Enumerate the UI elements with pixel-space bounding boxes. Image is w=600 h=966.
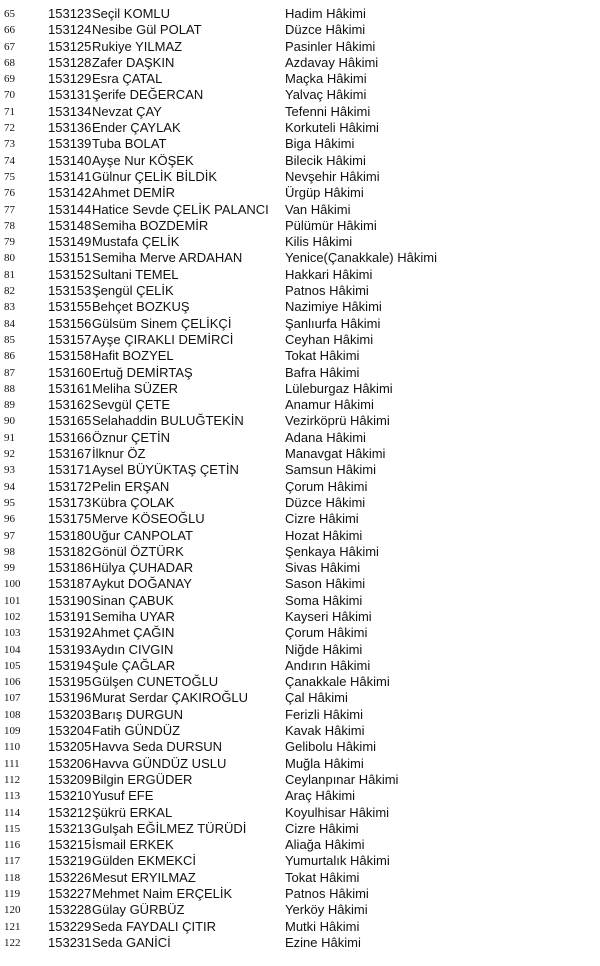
registry-code: 153125 [48,38,92,54]
assigned-post: Çanakkale Hâkimi [285,674,390,690]
row-number: 89 [4,399,15,412]
row-number: 91 [4,431,15,444]
person-name: Seda FAYDALI ÇITIR [92,918,217,934]
assigned-post: Düzce Hâkimi [285,22,366,38]
list-item [0,381,600,397]
assigned-post: Şenkaya Hâkimi [285,543,379,559]
registry-code: 153215 [48,837,92,853]
assigned-post: Tokat Hâkimi [285,348,360,364]
registry-code: 153149 [48,234,92,250]
assigned-post: Anamur Hâkimi [285,397,374,413]
person-name: Aydın CIVGIN [92,641,174,657]
registry-code: 153153 [48,283,92,299]
assigned-post: Çal Hâkimi [285,690,348,706]
person-name: Havva Seda DURSUN [92,739,223,755]
list-item [0,739,600,755]
registry-code: 153205 [48,739,92,755]
person-name: Selahaddin BULUĞTEKİN [92,413,244,429]
list-item [0,446,600,462]
registry-code: 153152 [48,266,92,282]
row-number: 121 [4,920,21,933]
person-name: Semiha BOZDEMİR [92,217,209,233]
list-item [0,919,600,935]
person-name: Şule ÇAĞLAR [92,657,176,673]
person-name: Meliha SÜZER [92,380,178,396]
list-item [0,544,600,560]
row-number: 102 [4,610,21,623]
registry-code: 153160 [48,364,92,380]
row-number: 80 [4,252,15,265]
list-item [0,104,600,120]
person-name: Rukiye YILMAZ [92,38,183,54]
registry-code: 153226 [48,869,92,885]
row-number: 66 [4,24,15,37]
registry-code: 153158 [48,348,92,364]
registry-code: 153204 [48,723,92,739]
person-name: Mesut ERYILMAZ [92,869,196,885]
registry-code: 153136 [48,120,92,136]
registry-code: 153131 [48,87,92,103]
row-number: 122 [4,936,21,949]
appointment-list [0,6,600,951]
person-name: Ahmet DEMİR [92,185,176,201]
list-item [0,153,600,169]
list-item [0,772,600,788]
row-number: 99 [4,562,15,575]
assigned-post: Hadim Hâkimi [285,6,366,21]
person-name: Barış DURGUN [92,706,184,722]
list-item [0,886,600,902]
row-number: 76 [4,187,15,200]
assigned-post: Nazimiye Hâkimi [285,299,382,315]
row-number: 82 [4,285,15,298]
assigned-post: Soma Hâkimi [285,592,363,608]
row-number: 115 [4,822,21,835]
person-name: Ender ÇAYLAK [92,120,181,136]
list-item [0,511,600,527]
person-name: Ayşe ÇIRAKLI DEMİRCİ [92,331,234,347]
assigned-post: Çorum Hâkimi [285,478,368,494]
registry-code: 153151 [48,250,92,266]
list-item [0,642,600,658]
registry-code: 153161 [48,380,92,396]
person-name: Behçet BOZKUŞ [92,299,190,315]
registry-code: 153212 [48,804,92,820]
list-item [0,39,600,55]
assigned-post: Hozat Hâkimi [285,527,363,543]
list-item [0,413,600,429]
registry-code: 153123 [48,6,92,21]
row-number: 119 [4,888,21,901]
row-number: 68 [4,56,15,69]
list-item [0,462,600,478]
assigned-post: Tefenni Hâkimi [285,103,371,119]
row-number: 114 [4,806,21,819]
registry-code: 153171 [48,462,92,478]
list-item [0,348,600,364]
assigned-post: Hakkari Hâkimi [285,266,373,282]
row-number: 65 [4,8,15,20]
list-item [0,756,600,772]
row-number: 107 [4,692,21,705]
row-number: 70 [4,89,15,102]
assigned-post: Azdavay Hâkimi [285,54,379,70]
list-item [0,332,600,348]
assigned-post: Ceylanpınar Hâkimi [285,771,399,787]
person-name: Şengül ÇELİK [92,283,174,299]
person-name: Gülsüm Sinem ÇELİKÇİ [92,315,232,331]
row-number: 97 [4,529,15,542]
person-name: Kübra ÇOLAK [92,494,175,510]
list-item [0,870,600,886]
list-item [0,593,600,609]
row-number: 79 [4,236,15,249]
person-name: Murat Serdar ÇAKIROĞLU [92,690,249,706]
list-item [0,528,600,544]
row-number: 69 [4,73,15,86]
row-number: 108 [4,708,21,721]
registry-code: 153195 [48,674,92,690]
row-number: 117 [4,855,21,868]
registry-code: 153227 [48,886,92,902]
assigned-post: Gelibolu Hâkimi [285,739,377,755]
row-number: 84 [4,317,15,330]
registry-code: 153190 [48,592,92,608]
row-number: 120 [4,904,21,917]
list-item [0,837,600,853]
assigned-post: Samsun Hâkimi [285,462,377,478]
registry-code: 153139 [48,136,92,152]
row-number: 110 [4,741,21,754]
list-item [0,185,600,201]
person-name: Semiha Merve ARDAHAN [92,250,243,266]
list-item [0,202,600,218]
person-name: Sinan ÇABUK [92,592,174,608]
row-number: 86 [4,350,15,363]
person-name: Sultani TEMEL [92,266,179,282]
list-item [0,6,600,22]
registry-code: 153194 [48,657,92,673]
row-number: 71 [4,105,15,118]
assigned-post: Patnos Hâkimi [285,283,369,299]
registry-code: 153192 [48,625,92,641]
assigned-post: Andırın Hâkimi [285,657,371,673]
registry-code: 153142 [48,185,92,201]
person-name: Gönül ÖZTÜRK [92,543,184,559]
registry-code: 153144 [48,201,92,217]
assigned-post: Adana Hâkimi [285,429,366,445]
person-name: Seçil KOMLU [92,6,171,21]
assigned-post: Van Hâkimi [285,201,351,217]
registry-code: 153148 [48,217,92,233]
person-name: Tuba BOLAT [92,136,167,152]
list-item [0,316,600,332]
assigned-post: Mutki Hâkimi [285,918,360,934]
assigned-post: Nevşehir Hâkimi [285,168,380,184]
row-number: 113 [4,790,21,803]
person-name: Uğur CANPOLAT [92,527,193,543]
row-number: 72 [4,122,15,135]
row-number: 93 [4,464,15,477]
row-number: 92 [4,448,15,461]
person-name: Sevgül ÇETE [92,397,171,413]
row-number: 118 [4,871,21,884]
person-name: Mehmet Naim ERÇELİK [92,886,233,902]
person-name: Merve KÖSEOĞLU [92,511,205,527]
list-item [0,723,600,739]
assigned-post: Maçka Hâkimi [285,71,367,87]
person-name: Esra ÇATAL [92,71,163,87]
person-name: Şerife DEĞERCAN [92,87,204,103]
assigned-post: Şanlıurfa Hâkimi [285,315,381,331]
assigned-post: Vezirköprü Hâkimi [285,413,390,429]
assigned-post: Kavak Hâkimi [285,723,365,739]
registry-code: 153141 [48,168,92,184]
row-number: 111 [4,757,20,770]
person-name: Gülnur ÇELİK BİLDİK [92,168,217,184]
person-name: Aykut DOĞANAY [92,576,192,592]
assigned-post: Yenice(Çanakkale) Hâkimi [285,250,437,266]
assigned-post: Manavgat Hâkimi [285,446,386,462]
list-item [0,935,600,951]
list-item [0,560,600,576]
assigned-post: Muğla Hâkimi [285,755,364,771]
assigned-post: Tokat Hâkimi [285,869,360,885]
assigned-post: Araç Hâkimi [285,788,356,804]
list-item [0,71,600,87]
assigned-post: Kayseri Hâkimi [285,608,372,624]
row-number: 81 [4,268,15,281]
assigned-post: Lüleburgaz Hâkimi [285,380,393,396]
row-number: 105 [4,659,21,672]
registry-code: 153162 [48,397,92,413]
row-number: 100 [4,578,21,591]
person-name: Havva GÜNDÜZ USLU [92,755,227,771]
assigned-post: Patnos Hâkimi [285,886,369,902]
row-number: 94 [4,480,15,493]
assigned-post: Düzce Hâkimi [285,494,366,510]
row-number: 77 [4,203,15,216]
list-item [0,250,600,266]
list-item [0,87,600,103]
row-number: 73 [4,138,15,151]
registry-code: 153209 [48,771,92,787]
registry-code: 153173 [48,494,92,510]
registry-code: 153155 [48,299,92,315]
list-item [0,234,600,250]
registry-code: 153229 [48,918,92,934]
assigned-post: Cizre Hâkimi [285,820,359,836]
list-item [0,218,600,234]
list-item [0,853,600,869]
assigned-post: Kilis Hâkimi [285,234,353,250]
registry-code: 153191 [48,608,92,624]
person-name: Hatice Sevde ÇELİK PALANCI [92,201,269,217]
row-number: 106 [4,676,21,689]
assigned-post: Ürgüp Hâkimi [285,185,364,201]
assigned-post: Yumurtalık Hâkimi [285,853,390,869]
person-name: Seda GANİCİ [92,934,171,950]
person-name: Öznur ÇETİN [92,429,171,445]
registry-code: 153231 [48,934,92,950]
person-name: Zafer DAŞKIN [92,54,175,70]
assigned-post: Yerköy Hâkimi [285,902,368,918]
registry-code: 153124 [48,22,92,38]
person-name: Bilgin ERGÜDER [92,771,193,787]
assigned-post: Koyulhisar Hâkimi [285,804,390,820]
list-item [0,430,600,446]
list-item [0,902,600,918]
registry-code: 153140 [48,152,92,168]
row-number: 101 [4,594,21,607]
registry-code: 153157 [48,331,92,347]
list-item [0,576,600,592]
list-item [0,658,600,674]
assigned-post: Korkuteli Hâkimi [285,120,379,136]
assigned-post: Cizre Hâkimi [285,511,359,527]
registry-code: 153180 [48,527,92,543]
person-name: Şükrü ERKAL [92,804,173,820]
person-name: Hafit BOZYEL [92,348,174,364]
person-name: Semiha UYAR [92,608,175,624]
row-number: 90 [4,415,15,428]
registry-code: 153172 [48,478,92,494]
assigned-post: Pasinler Hâkimi [285,38,376,54]
assigned-post: Ezine Hâkimi [285,934,361,950]
registry-code: 153203 [48,706,92,722]
list-item [0,283,600,299]
list-item [0,821,600,837]
list-item [0,788,600,804]
row-number: 83 [4,301,15,314]
person-name: Nesibe Gül POLAT [92,22,202,38]
list-item [0,495,600,511]
row-number: 85 [4,333,15,346]
registry-code: 153219 [48,853,92,869]
registry-code: 153156 [48,315,92,331]
registry-code: 153228 [48,902,92,918]
list-item [0,690,600,706]
list-item [0,136,600,152]
list-item [0,55,600,71]
assigned-post: Sason Hâkimi [285,576,366,592]
list-item [0,479,600,495]
person-name: Pelin ERŞAN [92,478,170,494]
list-item [0,609,600,625]
list-item [0,120,600,136]
registry-code: 153193 [48,641,92,657]
assigned-post: Çorum Hâkimi [285,625,368,641]
assigned-post: Ferizli Hâkimi [285,706,363,722]
row-number: 78 [4,219,15,232]
row-number: 67 [4,40,15,53]
assigned-post: Bafra Hâkimi [285,364,360,380]
assigned-post: Yalvaç Hâkimi [285,87,367,103]
registry-code: 153186 [48,560,92,576]
assigned-post: Biga Hâkimi [285,136,355,152]
row-number: 109 [4,725,21,738]
registry-code: 153206 [48,755,92,771]
registry-code: 153182 [48,543,92,559]
row-number: 87 [4,366,15,379]
assigned-post: Pülümür Hâkimi [285,217,377,233]
list-item [0,365,600,381]
person-name: Gulşah EĞİLMEZ TÜRÜDİ [92,820,247,836]
list-item [0,397,600,413]
list-item [0,625,600,641]
registry-code: 153167 [48,446,92,462]
assigned-post: Ceyhan Hâkimi [285,331,374,347]
registry-code: 153213 [48,820,92,836]
row-number: 74 [4,154,15,167]
registry-code: 153128 [48,54,92,70]
row-number: 88 [4,382,15,395]
list-item [0,22,600,38]
assigned-post: Sivas Hâkimi [285,560,361,576]
person-name: Ayşe Nur KÖŞEK [92,152,194,168]
registry-code: 153175 [48,511,92,527]
row-number: 95 [4,496,15,509]
person-name: Ertuğ DEMİRTAŞ [92,364,193,380]
person-name: İsmail ERKEK [92,837,174,853]
registry-code: 153129 [48,71,92,87]
registry-code: 153165 [48,413,92,429]
list-item [0,674,600,690]
row-number: 116 [4,839,21,852]
person-name: Gülşen CUNETOĞLU [92,674,219,690]
person-name: Nevzat ÇAY [92,103,162,119]
row-number: 75 [4,170,15,183]
person-name: Yusuf EFE [92,788,154,804]
registry-code: 153196 [48,690,92,706]
registry-code: 153134 [48,103,92,119]
person-name: Gülay GÜRBÜZ [92,902,185,918]
registry-code: 153166 [48,429,92,445]
list-item [0,299,600,315]
row-number: 104 [4,643,21,656]
assigned-post: Bilecik Hâkimi [285,152,366,168]
person-name: Mustafa ÇELİK [92,234,180,250]
list-item [0,267,600,283]
row-number: 112 [4,773,21,786]
assigned-post: Aliağa Hâkimi [285,837,365,853]
person-name: İlknur ÖZ [92,446,146,462]
list-item [0,805,600,821]
list-item [0,169,600,185]
registry-code: 153210 [48,788,92,804]
registry-code: 153187 [48,576,92,592]
row-number: 98 [4,545,15,558]
person-name: Gülden EKMEKCİ [92,853,197,869]
person-name: Ahmet ÇAĞIN [92,625,175,641]
row-number: 103 [4,627,21,640]
list-item [0,707,600,723]
assigned-post: Niğde Hâkimi [285,641,363,657]
person-name: Hülya ÇUHADAR [92,560,194,576]
person-name: Aysel BÜYÜKTAŞ ÇETİN [92,462,239,478]
row-number: 96 [4,513,15,526]
person-name: Fatih GÜNDÜZ [92,723,181,739]
